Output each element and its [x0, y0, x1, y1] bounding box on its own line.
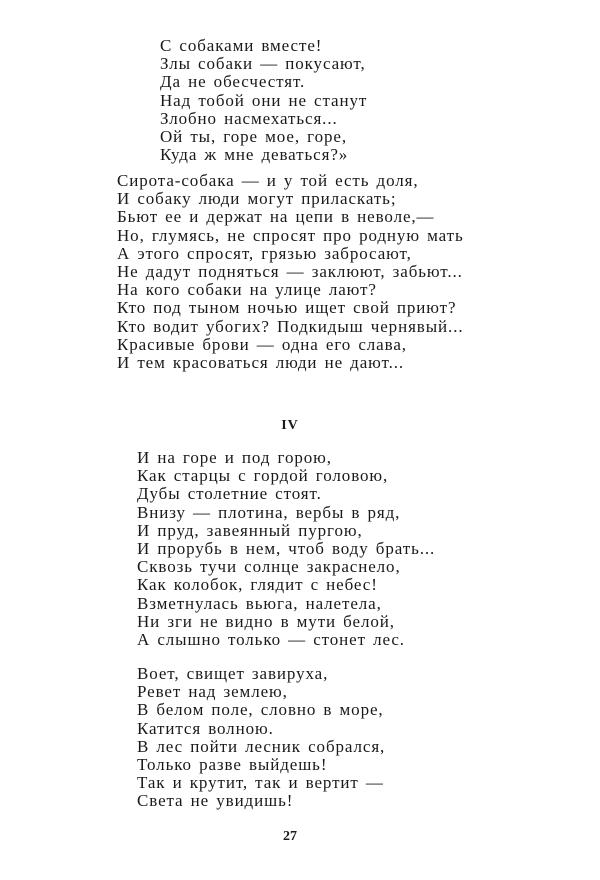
verse-line: Злы собаки — покусают,: [160, 54, 366, 74]
verse-line: И тем красоваться люди не дают...: [117, 353, 405, 373]
verse-line: На кого собаки на улице лают?: [117, 280, 377, 300]
verse-line: А слышно только — стонет лес.: [137, 630, 405, 650]
verse-line: Ни зги не видно в мути белой,: [137, 611, 395, 631]
verse-line: Света не увидишь!: [137, 791, 294, 811]
verse-line: Только разве выйдешь!: [137, 755, 328, 775]
verse-line: Кто водит убогих? Подкидыш чернявый...: [117, 316, 464, 336]
verse-line: И пруд, завеянный пургою,: [137, 520, 363, 540]
stanza-2: [117, 172, 464, 372]
verse-line: Как старцы с гордой головою,: [137, 466, 389, 486]
stanza-1: [160, 37, 367, 164]
verse-line: Бьют ее и держат на цепи в неволе,—: [117, 207, 435, 227]
verse-line: И на горе и под горою,: [137, 448, 332, 467]
verse-line: Да не обесчестят.: [160, 72, 306, 92]
page-number: 27: [283, 829, 297, 844]
verse-line: С собаками вместе!: [160, 36, 323, 55]
verse-line: Как колобок, глядит с небес!: [137, 575, 378, 595]
verse-line: Воет, свищет завируха,: [137, 664, 329, 683]
verse-line: Не дадут подняться — заклюют, забьют...: [117, 262, 463, 282]
verse-line: В лес пойти лесник собрался,: [137, 736, 386, 756]
verse-line: Сквозь тучи солнце закраснело,: [137, 557, 401, 577]
section-heading: IV: [281, 418, 299, 433]
verse-line: Злобно насмехаться...: [160, 108, 338, 128]
verse-line: Дубы столетние стоят.: [137, 484, 322, 504]
verse-line: Но, глумясь, не спросят про родную мать: [117, 225, 464, 245]
verse-line: Ой ты, горе мое, горе,: [160, 127, 347, 147]
verse-line: И прорубь в нем, чтоб воду брать...: [137, 539, 436, 559]
stanza-4: [137, 665, 385, 811]
verse-line: Ревет над землею,: [137, 682, 288, 702]
verse-line: Над тобой они не станут: [160, 90, 368, 110]
verse-line: Так и крутит, так и вертит —: [137, 773, 384, 793]
verse-line: Кто под тыном ночью ищет свой приют?: [117, 298, 457, 318]
verse-line: Взметнулась вьюга, налетела,: [137, 593, 382, 613]
verse-line: В белом поле, словно в море,: [137, 700, 384, 720]
verse-line: Внизу — плотина, вербы в ряд,: [137, 502, 401, 522]
verse-line: Куда ж мне деваться?»: [160, 145, 349, 165]
verse-line: Красивые брови — одна его слава,: [117, 334, 407, 354]
verse-line: И собаку люди могут приласкать;: [117, 189, 397, 209]
verse-line: Сирота-собака — и у той есть доля,: [117, 171, 419, 190]
verse-line: А этого спросят, грязью забросают,: [117, 243, 412, 263]
verse-line: Катится волною.: [137, 718, 274, 738]
stanza-3: [137, 449, 435, 649]
